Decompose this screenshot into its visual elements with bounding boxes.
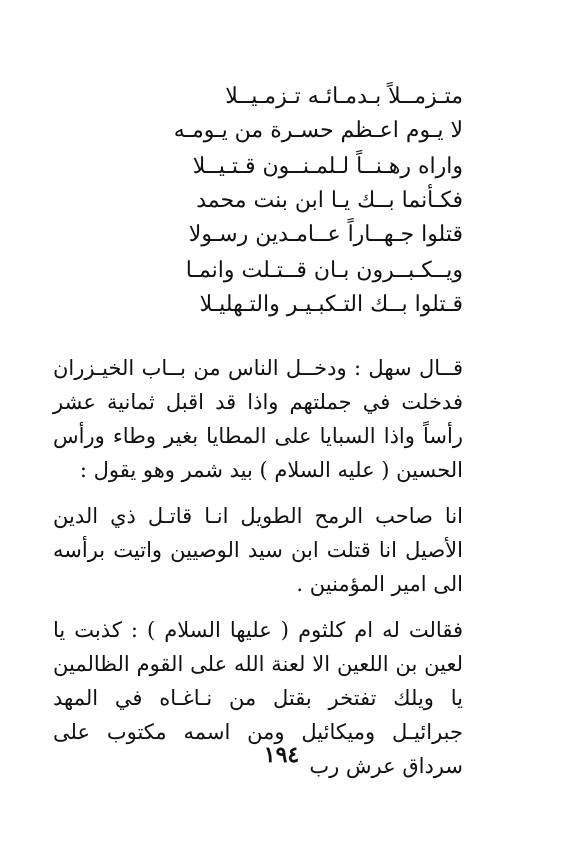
verse-line: واراه رهـنــاً لـلمـنــون قـتـيــلا: [192, 154, 463, 179]
verse-line: فكـأنما بــك يـا ابن بنت محمد: [196, 188, 463, 213]
paragraph-sahl-narration: قــال سهل : ودخــل الناس من بــاب الخيـزران فدخلت في جملتهم واذا قد اقبل ثمانية عشر رأساً واذا السبايا على المطايا بغير وطاء ورأس الحسين ( عليه السلام ) بيد شمر وهو يقول :: [53, 356, 463, 482]
verse-line: متـزمــلاً بـدمـائـه تـزمـيــلا: [225, 84, 463, 109]
page-number: ١٩٤: [263, 742, 300, 768]
verse-line: ويــكـبــرون بـان قــتـلت وانمـا: [185, 258, 463, 283]
verse-line: قـتلوا بــك التـكبـيـر والتـهليـلا: [199, 292, 463, 317]
paragraph-umm-kulthum-reply: فقالت له ام كلثوم ( عليها السلام ) : كذبت يا لعين بن اللعين الا لعنة الله على القوم الظالمين يا ويلك تفتخر بقتل من نـاغـاه في المهد جبرائيـل وميكائيل ومن اسمه مكتوب على سرداق عرش رب: [53, 618, 463, 778]
verse-line: لا يـوم اعـظم حسـرة من يـومـه: [173, 118, 463, 143]
verse-line: قتلوا جـهــاراً عــامـدين رسـولا: [188, 222, 463, 247]
paragraph-shimr-speech: انا صاحب الرمح الطويل انـا قاتـل ذي الدين الأصيل انا قتلت ابن سيد الوصيين واتيت برأسه الى امير المؤمنين .: [53, 504, 463, 596]
